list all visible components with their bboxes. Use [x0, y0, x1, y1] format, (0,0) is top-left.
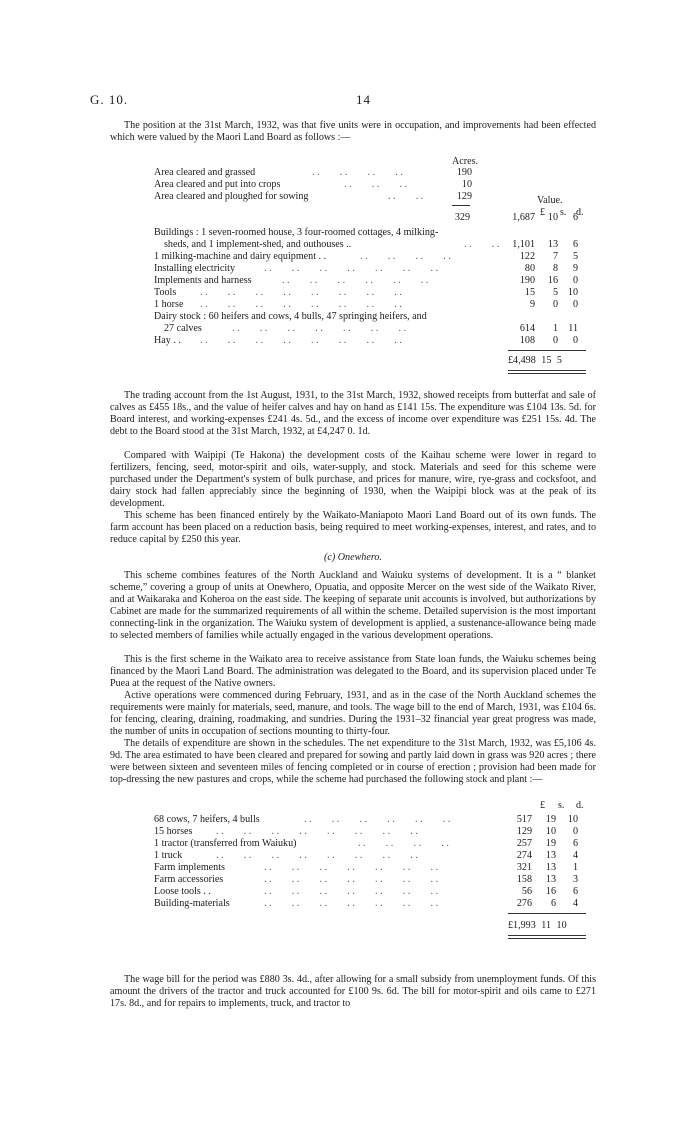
stock-pounds: 274	[516, 850, 532, 861]
area-acres: 190	[456, 167, 472, 178]
item-shillings: 5	[552, 287, 558, 298]
area-label: Area cleared and ploughed for sowing	[154, 191, 309, 202]
table1-rule	[508, 350, 586, 351]
item-label: Implements and harness	[154, 275, 252, 286]
stock-pence: 10	[567, 814, 578, 825]
item-pounds: 80	[524, 263, 535, 274]
item-row: 27 calves . . . . . . . . . . . . . . 614 1 11	[164, 323, 578, 334]
pence-header: d.	[576, 800, 584, 811]
area-row: Area cleared and put into crops . . . . . . 10	[154, 179, 472, 190]
stock-pence: 4	[572, 898, 578, 909]
operations-paragraph: Active operations were commenced during February, 1931, and as in the case of the North Auckland schemes the requirements were mainly for materials, seed, manure, and tools. The wage bill to the end of March, 1931, was £104 6s. for fencing, clearing, draining, roadmaking, and sundries. During the 1931–32 financial year great progress was made, the number of units in occupation of sections mounting to thirty-four.	[110, 690, 596, 737]
stock-row: Loose tools . . . . . . . . . . . . . . . . 56 16 6	[154, 886, 578, 897]
item-pounds: 108	[519, 335, 535, 346]
acres-rule	[452, 205, 470, 206]
item-pence: 11	[568, 323, 578, 334]
table1-total: £4,498 15 5	[508, 355, 562, 366]
item-pence: 0	[572, 299, 578, 310]
stock-shillings: 19	[545, 838, 556, 849]
item-label: 27 calves	[164, 323, 202, 334]
shilling-header: s.	[560, 207, 567, 218]
area-acres: 10	[461, 179, 472, 190]
item-row: Installing electricity . . . . . . . . . . . . . . 80 8 9	[154, 263, 578, 274]
stock-shillings: 13	[545, 874, 556, 885]
stock-pence: 1	[572, 862, 578, 873]
table2-rule	[508, 913, 586, 914]
section-title: (c) Onewhero.	[324, 552, 382, 563]
stock-pounds: 257	[516, 838, 532, 849]
stock-label: Building-materials	[154, 898, 230, 909]
table2-double-rule	[508, 935, 586, 939]
acres-value-pence: 6	[572, 212, 578, 223]
stock-row: 1 truck . . . . . . . . . . . . . . . . 274 13 4	[154, 850, 578, 861]
table1-double-rule	[508, 370, 586, 374]
stock-row: 15 horses . . . . . . . . . . . . . . . . 129 10 0	[154, 826, 578, 837]
item-pounds: 9	[529, 299, 535, 310]
stock-label: 68 cows, 7 heifers, 4 bulls	[154, 814, 260, 825]
table2-total: £1,993 11 10	[508, 920, 567, 931]
item-label: Buildings : 1 seven-roomed house, 3 four-roomed cottages, 4 milking-	[154, 227, 439, 238]
acres-value-pounds: 1,687	[512, 212, 535, 223]
item-shillings: 8	[552, 263, 558, 274]
item-row	[154, 227, 584, 239]
area-label: Area cleared and put into crops	[154, 179, 281, 190]
stock-label: Farm implements	[154, 862, 225, 873]
stock-label: Loose tools . .	[154, 886, 211, 897]
acres-header: Acres.	[452, 156, 479, 167]
item-label: Tools	[154, 287, 177, 298]
intro-paragraph: The position at the 31st March, 1932, was that five units were in occupation, and improvements had been effected which were valued by the Maori Land Board as follows :—	[110, 120, 596, 143]
stock-label: 15 horses	[154, 826, 193, 837]
stock-shillings: 13	[545, 850, 556, 861]
item-label: Dairy stock : 60 heifers and cows, 4 bulls, 47 springing heifers, and	[154, 311, 427, 322]
stock-pounds: 158	[516, 874, 532, 885]
item-row: Implements and harness . . . . . . . . . . . . 190 16 0	[154, 275, 578, 286]
state-loan-paragraph: This is the first scheme in the Waikato area to receive assistance from State loan funds, the Waiuku schemes being financed by the Maori Land Board. The administration was delegated to the Board, and its supervision placed under Te Puea at the request of the Native owners.	[110, 654, 596, 689]
acres-value-shillings: 10	[547, 212, 558, 223]
area-row: Area cleared and grassed . . . . . . . . 190	[154, 167, 472, 178]
item-label: Hay . .	[154, 335, 181, 346]
item-label: 1 milking-machine and dairy equipment . .	[154, 251, 327, 262]
report-reference: G. 10.	[90, 92, 129, 107]
acres-total-row	[450, 212, 590, 224]
stock-pounds: 56	[521, 886, 532, 897]
item-pence: 6	[572, 239, 578, 250]
stock-pounds: 129	[516, 826, 532, 837]
item-row: 1 horse . . . . . . . . . . . . . . . . 9 0 0	[154, 299, 578, 310]
item-pence: 9	[572, 263, 578, 274]
stock-row: 1 tractor (transferred from Waiuku) . . . . . . . . 257 19 6	[154, 838, 578, 849]
stock-label: 1 truck	[154, 850, 183, 861]
stock-shillings: 6	[550, 898, 556, 909]
wage-bill-paragraph: The wage bill for the period was £880 3s. 4d., after allowing for a small subsidy from unemployment funds. Of this amount the drivers of the tractor and truck accounted for £100 9s. 6d. The bill for motor-spirit and oils came to £271 17s. 8d., and for repairs to implements, truck, and tractor to	[110, 974, 596, 1009]
stock-pounds: 276	[516, 898, 532, 909]
pound-header: £	[540, 207, 546, 218]
item-row: Hay . . . . . . . . . . . . . . . . . . 108 0 0	[154, 335, 578, 346]
stock-pence: 0	[572, 826, 578, 837]
item-label: sheds, and 1 implement-shed, and outhouses ..	[164, 239, 352, 250]
item-pounds: 190	[519, 275, 535, 286]
item-shillings: 13	[547, 239, 558, 250]
stock-pence: 4	[572, 850, 578, 861]
trading-account-paragraph: The trading account from the 1st August, 1931, to the 31st March, 1932, showed receipts from butterfat and sale of calves as £455 18s., and the value of heifer calves and hay on hand as £141 15s. The expenditure was £104 13s. 5d. for Board interest, and working-expenses £241 4s. 5d., and the excess of income over expenditure was £251 15s. 4d. The debt to the Board stood at the 31st March, 1932, at £4,247 0. 1d.	[110, 390, 596, 437]
item-row	[154, 311, 584, 323]
value-header: Value.	[537, 195, 563, 206]
pence-header: d.	[576, 207, 584, 218]
stock-pence: 3	[572, 874, 578, 885]
item-pounds: 1,101	[512, 239, 535, 250]
acres-total: 329	[454, 212, 470, 223]
item-pounds: 122	[519, 251, 535, 262]
item-pence: 0	[572, 275, 578, 286]
item-shillings: 0	[552, 335, 558, 346]
stock-label: Farm accessories	[154, 874, 224, 885]
area-acres: 129	[456, 191, 472, 202]
area-label: Area cleared and grassed	[154, 167, 256, 178]
item-shillings: 7	[552, 251, 558, 262]
financing-paragraph: This scheme has been financed entirely by the Waikato-Maniapoto Maori Land Board out of its own funds. The farm account has been placed on a reduction basis, being required to meet working-expenses, interest, and rates, and to reduce capital by £250 this year.	[110, 510, 596, 545]
item-label: Installing electricity	[154, 263, 236, 274]
stock-shillings: 10	[545, 826, 556, 837]
shilling-header: s.	[558, 800, 565, 811]
page-number: 14	[356, 92, 371, 107]
stock-pounds: 321	[516, 862, 532, 873]
stock-shillings: 19	[545, 814, 556, 825]
item-pence: 5	[572, 251, 578, 262]
stock-pence: 6	[572, 886, 578, 897]
item-pounds: 614	[519, 323, 535, 334]
item-label: 1 horse	[154, 299, 184, 310]
stock-pence: 6	[572, 838, 578, 849]
item-shillings: 16	[547, 275, 558, 286]
item-row: sheds, and 1 implement-shed, and outhouses .. . . . . 1,101 13 6	[164, 239, 578, 250]
stock-row: Farm accessories . . . . . . . . . . . . . . 158 13 3	[154, 874, 578, 885]
stock-pounds: 517	[516, 814, 532, 825]
stock-shillings: 13	[545, 862, 556, 873]
scheme-description-paragraph: This scheme combines features of the North Auckland and Waiuku systems of development. It is a “ blanket scheme,” covering a group of units at Onewhero, Opuatia, and opposite Mercer on the west side of the Waikato River, and at Waikaraka and Koheroa on the east side. The keeping of separate unit accounts is involved, but authorizations by Cabinet are made for the summarized requirements of all within the scheme. Detailed supervision is the most important connecting-link in the organization. The Waiuku system of development is applied, a sustenance-allowance being made to selected members of families while actually engaged in the various development operations.	[110, 570, 596, 641]
expenditure-paragraph: The details of expenditure are shown in the schedules. The net expenditure to the 31st March, 1932, was £5,106 4s. 9d. The area estimated to have been cleared and prepared for sowing and partly laid down in grass was 920 acres ; there were between sixteen and seventeen miles of fencing completed or in course of erection ; provision had been made for top-dressing the new pastures and crops, while the scheme had purchased the following stock and plant :—	[110, 738, 596, 785]
item-shillings: 1	[552, 323, 558, 334]
pound-header: £	[540, 800, 546, 811]
area-row: Area cleared and ploughed for sowing . . . . 129	[154, 191, 472, 202]
item-pounds: 15	[524, 287, 535, 298]
stock-shillings: 16	[545, 886, 556, 897]
item-shillings: 0	[552, 299, 558, 310]
stock-label: 1 tractor (transferred from Waiuku)	[154, 838, 297, 849]
item-pence: 10	[567, 287, 578, 298]
item-row: 1 milking-machine and dairy equipment . . . . . . . . . . 122 7 5	[154, 251, 578, 262]
stock-row: Farm implements . . . . . . . . . . . . . . 321 13 1	[154, 862, 578, 873]
item-row: Tools . . . . . . . . . . . . . . . . 15 5 10	[154, 287, 578, 298]
item-pence: 0	[572, 335, 578, 346]
stock-row: 68 cows, 7 heifers, 4 bulls . . . . . . . . . . . . 517 19 10	[154, 814, 578, 825]
stock-row: Building-materials . . . . . . . . . . . . . . 276 6 4	[154, 898, 578, 909]
comparison-paragraph: Compared with Waipipi (Te Hakona) the development costs of the Kaihau scheme were lower in regard to fertilizers, fencing, seed, motor-spirit and oils, water-supply, and stock. Materials and seed for this scheme were purchased under the Department's system of bulk purchase, and prices for manure, wire, rye-grass and cocksfoot, and dairy stock had fallen appreciably since the beginning of 1930, when the Waipipi block was at the peak of its development.	[110, 450, 596, 509]
